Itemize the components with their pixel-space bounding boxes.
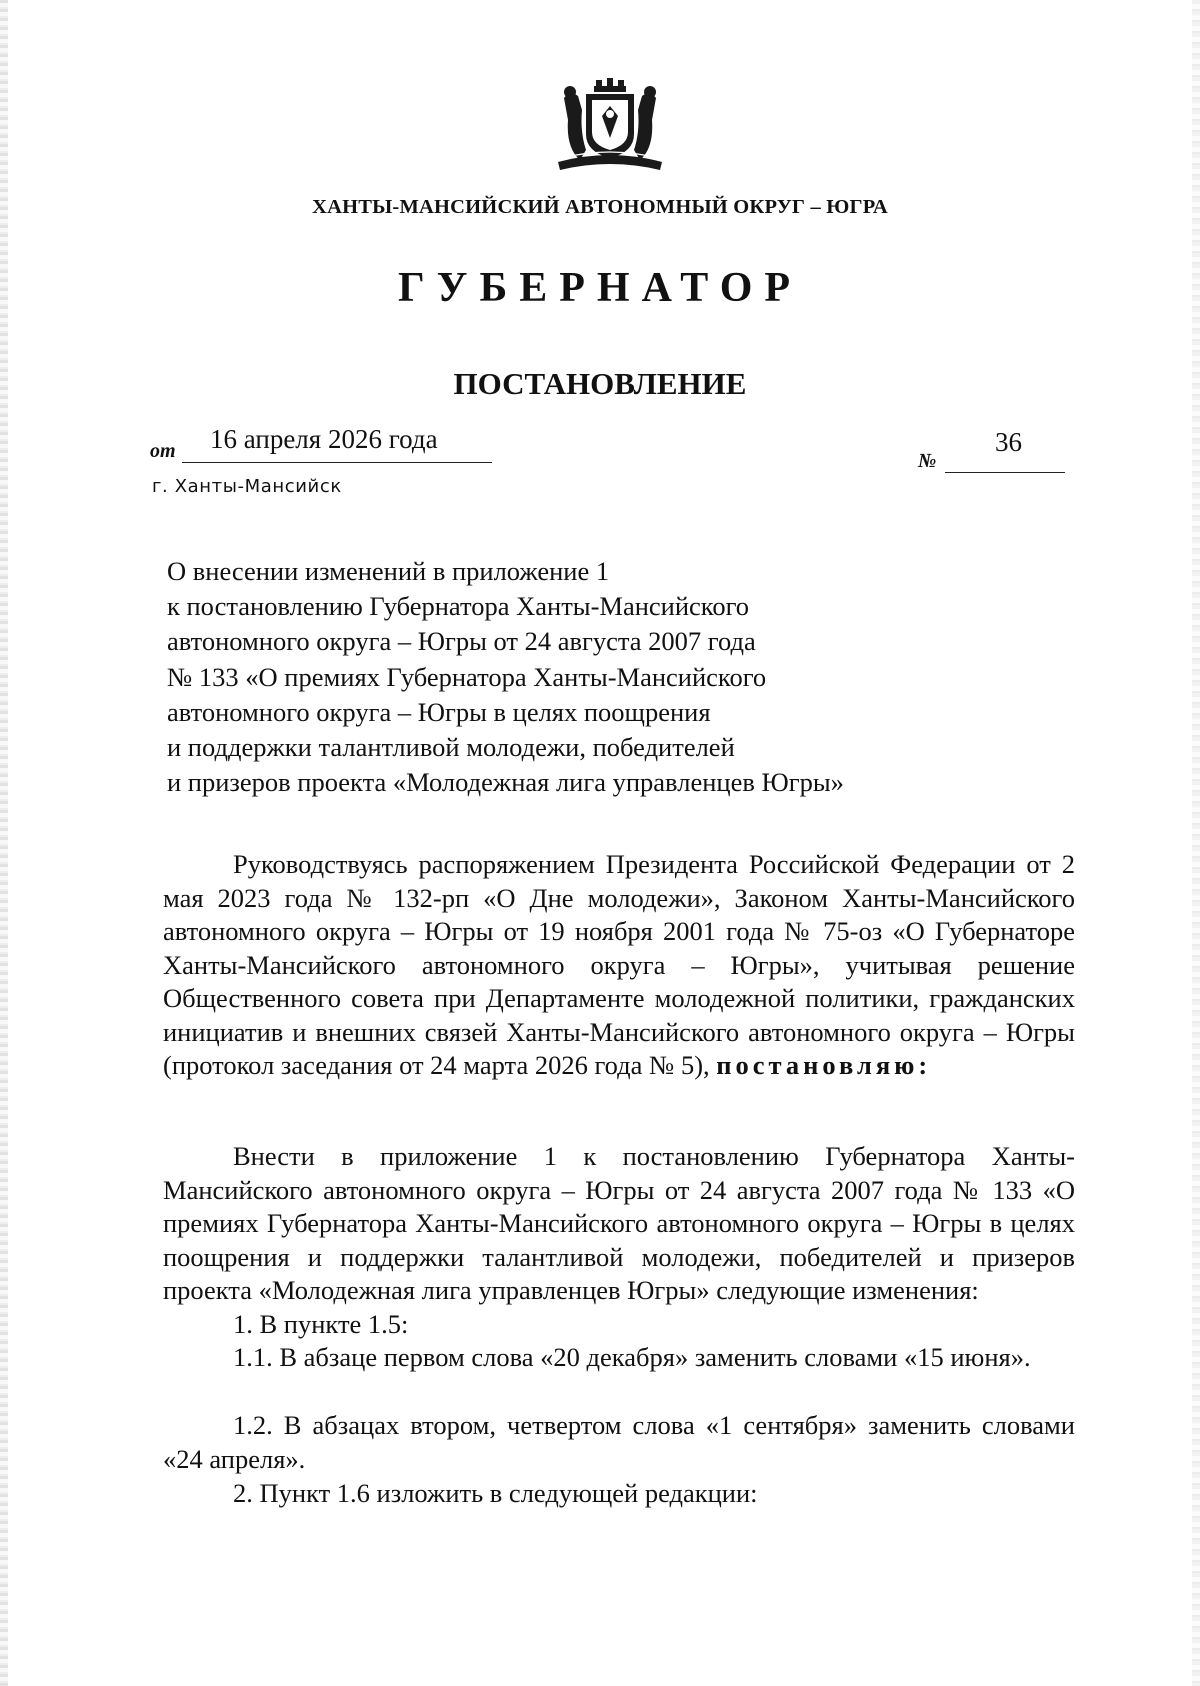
region-name: ХАНТЫ-МАНСИЙСКИЙ АВТОНОМНЫЙ ОКРУГ – ЮГРА bbox=[312, 196, 888, 218]
number-underline bbox=[945, 472, 1065, 473]
intro-paragraph: Внести в приложение 1 к постановлению Губернатора Ханты-Мансийского автономного округа – Югры от 24 августа 2007 года № 133 «О премиях Губернатора Ханты-Мансийского автономного округа – Югры в целях поощрения и поддержки талантливой молодежи, победителей и призеров проекта «Молодежная лига управленцев Югры» следующие изменения: bbox=[163, 1141, 1075, 1305]
scan-edge-left bbox=[0, 0, 8, 1686]
subject-line: автономного округа – Югры в целях поощрения bbox=[167, 696, 711, 727]
subject-line: и поддержки талантливой молодежи, победителей bbox=[167, 732, 735, 763]
number-label: № bbox=[918, 450, 937, 472]
document-subject bbox=[167, 554, 907, 800]
subject-line: О внесении изменений в приложение 1 bbox=[167, 556, 610, 586]
city: г. Ханты-Мансийск bbox=[152, 476, 342, 497]
preamble-paragraph bbox=[163, 848, 1075, 1083]
subject-line: автономного округа – Югры от 24 августа 2007 года bbox=[167, 626, 756, 657]
item-2: 2. Пункт 1.6 изложить в следующей редакции: bbox=[233, 1478, 758, 1508]
subject-line: № 133 «О премиях Губернатора Ханты-Мансийского bbox=[167, 661, 767, 692]
document-number: 36 bbox=[995, 427, 1022, 457]
organization-title: ГУБЕРНАТОР bbox=[397, 265, 803, 311]
decree-word: постановляю: bbox=[716, 1050, 932, 1080]
item-1-2: 1.2. В абзацах втором, четвертом слова «1 сентября» заменить словами «24 апреля». bbox=[163, 1410, 1075, 1474]
date-label: от bbox=[150, 440, 176, 462]
coat-of-arms-icon bbox=[556, 78, 664, 174]
document-type: ПОСТАНОВЛЕНИЕ bbox=[453, 366, 747, 401]
preamble-text: Руководствуясь распоряжением Президента Российской Федерации от 2 мая 2023 года № 132-рп «О Дне молодежи», Законом Ханты-Мансийского автономного округа – Югры от 19 ноября 2001 года № 75-оз «О Губернаторе Ханты-Мансийского автономного округа – Югры», учитывая решение Общественного совета при Департаменте молодежной политики, гражданских инициатив и внешних связей Ханты-Мансийского автономного округа – Югры (протокол заседания от 24 марта 2026 года № 5), bbox=[163, 849, 1075, 1080]
scan-edge-right bbox=[1192, 0, 1200, 1686]
item-1-1: 1.1. В абзаце первом слова «20 декабря» заменить словами «15 июня». bbox=[233, 1342, 1031, 1372]
document-date: 16 апреля 2026 года bbox=[210, 424, 438, 454]
item-1: 1. В пункте 1.5: bbox=[233, 1309, 409, 1339]
subject-line: и призеров проекта «Молодежная лига управленцев Югры» bbox=[167, 767, 844, 798]
subject-line: к постановлению Губернатора Ханты-Мансийского bbox=[167, 591, 750, 622]
date-underline bbox=[182, 462, 492, 463]
